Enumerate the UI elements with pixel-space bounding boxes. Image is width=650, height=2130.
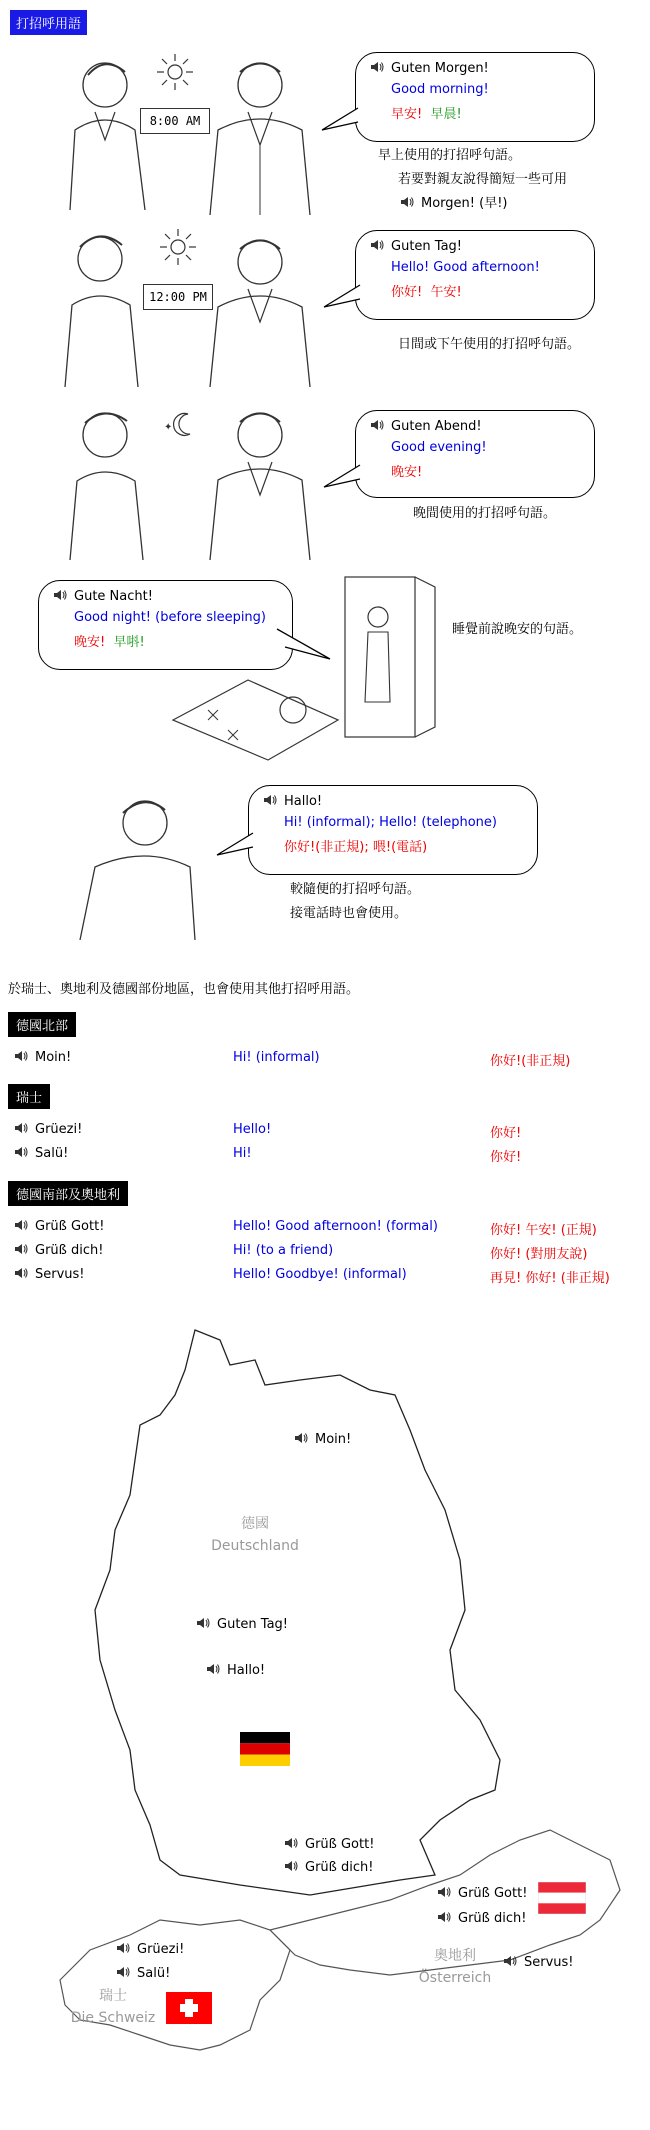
speaker-icon[interactable] — [14, 1122, 28, 1134]
country-label-austria: 奧地利 Österreich — [418, 1948, 492, 1986]
table-row: Salü! Hi! 你好! — [14, 1146, 634, 1168]
map-label-gruss-dich-de: Grüß dich! — [284, 1860, 373, 1875]
bubble-tail — [215, 825, 255, 865]
speaker-icon[interactable] — [14, 1050, 28, 1062]
clock-display: 8:00 AM — [140, 108, 210, 134]
region-header-switzerland: 瑞士 — [8, 1084, 50, 1109]
bed-illustration — [168, 660, 358, 765]
usage-note: 接電話時也會使用。 — [290, 906, 408, 921]
speaker-icon[interactable] — [116, 1942, 130, 1954]
usage-note: 晚間使用的打招呼句語。 — [413, 506, 557, 521]
map-label-moin: Moin! — [294, 1432, 351, 1447]
man-right-illustration — [200, 50, 320, 215]
speaker-icon[interactable] — [263, 794, 277, 806]
speaker-icon[interactable] — [196, 1617, 210, 1629]
man-left-illustration — [50, 227, 150, 387]
sun-icon — [158, 227, 198, 267]
panel-evening — [0, 395, 650, 565]
table-row: Servus! Hello! Goodbye! (informal) 再見! 你好! (非正規) — [14, 1267, 634, 1289]
speaker-icon[interactable] — [400, 196, 414, 208]
speaker-icon[interactable] — [370, 239, 384, 251]
usage-note: 若要對親友說得簡短一些可用 — [398, 172, 568, 187]
germany-flag-icon — [240, 1732, 290, 1766]
door-girl-illustration — [340, 572, 440, 742]
panel-afternoon — [0, 222, 650, 392]
speaker-icon[interactable] — [370, 61, 384, 73]
region-header-south-germany-austria: 德國南部及奧地利 — [8, 1181, 128, 1206]
speech-bubble-evening: Guten Abend! Good evening! 晚安! — [355, 410, 595, 498]
panel-night — [0, 570, 650, 770]
regional-intro: 於瑞士、奧地利及德國部份地區，也會使用其他打招呼用語。 — [8, 982, 360, 997]
usage-note: 早上使用的打招呼句語。 — [378, 148, 522, 163]
switzerland-flag-icon — [166, 1992, 212, 2024]
sun-icon — [155, 52, 195, 92]
bubble-tail — [322, 277, 362, 317]
speaker-icon[interactable] — [437, 1886, 451, 1898]
speaker-icon[interactable] — [370, 419, 384, 431]
page-title: 打招呼用語 — [10, 10, 87, 35]
map-label-gruss-gott-de: Grüß Gott! — [284, 1837, 374, 1852]
bubble-tail — [322, 457, 362, 497]
usage-note: 較隨便的打招呼句語。 — [290, 882, 421, 897]
speaker-icon[interactable] — [206, 1663, 220, 1675]
speaker-icon[interactable] — [437, 1911, 451, 1923]
man-right-illustration — [200, 227, 320, 387]
table-row: Grüß dich! Hi! (to a friend) 你好! (對朋友說) — [14, 1243, 634, 1265]
bubble-tail — [275, 625, 335, 665]
short-form-note: Morgen! (早!) — [400, 192, 507, 216]
bubble-tail — [320, 100, 360, 140]
speaker-icon[interactable] — [14, 1146, 28, 1158]
speech-bubble-hello: Hallo! Hi! (informal); Hello! (telephone) 你好!(非正規); 喂!(電話) — [248, 785, 538, 875]
map-label-salu: Salü! — [116, 1966, 170, 1981]
panel-morning — [0, 40, 650, 220]
region-header-north-germany: 德國北部 — [8, 1012, 76, 1037]
speech-bubble-morning: Guten Morgen! Good morning! 早安! 早晨! — [355, 52, 595, 142]
table-row: Moin! Hi! (informal) 你好!(非正規) — [14, 1050, 634, 1072]
speaker-icon[interactable] — [14, 1267, 28, 1279]
speaker-icon[interactable] — [14, 1219, 28, 1231]
germany-outline — [95, 1330, 500, 1895]
speech-bubble-night: Gute Nacht! Good night! (before sleeping) 晚安! 早唞! — [38, 580, 293, 670]
table-row: Grüezi! Hello! 你好! — [14, 1122, 634, 1144]
moon-icon — [160, 410, 200, 440]
svg-text:✦: ✦ — [164, 422, 173, 433]
country-label-switzerland: 瑞士 Die Schweiz — [70, 1988, 156, 2026]
speaker-icon[interactable] — [53, 589, 67, 601]
speaker-icon[interactable] — [284, 1837, 298, 1849]
map-label-hallo: Hallo! — [206, 1663, 265, 1678]
map-label-guten-tag: Guten Tag! — [196, 1617, 288, 1632]
usage-note: 睡覺前說晚安的句語。 — [452, 622, 583, 637]
speaker-icon[interactable] — [116, 1966, 130, 1978]
speech-bubble-afternoon: Guten Tag! Hello! Good afternoon! 你好! 午安! — [355, 230, 595, 320]
map-label-gruss-gott-at: Grüß Gott! — [437, 1886, 527, 1901]
map-label-gruezi: Grüezi! — [116, 1942, 184, 1957]
map-label-gruss-dich-at: Grüß dich! — [437, 1911, 526, 1926]
country-label-germany: 德國 Deutschland — [211, 1516, 299, 1554]
panel-hello — [0, 780, 650, 945]
speaker-icon[interactable] — [503, 1955, 517, 1967]
man-right-illustration — [200, 400, 320, 560]
man-left-illustration — [55, 405, 155, 560]
clock-display: 12:00 PM — [143, 284, 213, 310]
man-illustration — [60, 785, 200, 940]
speaker-icon[interactable] — [14, 1243, 28, 1255]
speaker-icon[interactable] — [294, 1432, 308, 1444]
austria-flag-icon — [538, 1882, 586, 1914]
usage-note: 日間或下午使用的打招呼句語。 — [398, 337, 581, 352]
table-row: Grüß Gott! Hello! Good afternoon! (formal) 你好! 午安! (正規) — [14, 1219, 634, 1241]
speaker-icon[interactable] — [284, 1860, 298, 1872]
map-label-servus: Servus! — [503, 1955, 574, 1970]
